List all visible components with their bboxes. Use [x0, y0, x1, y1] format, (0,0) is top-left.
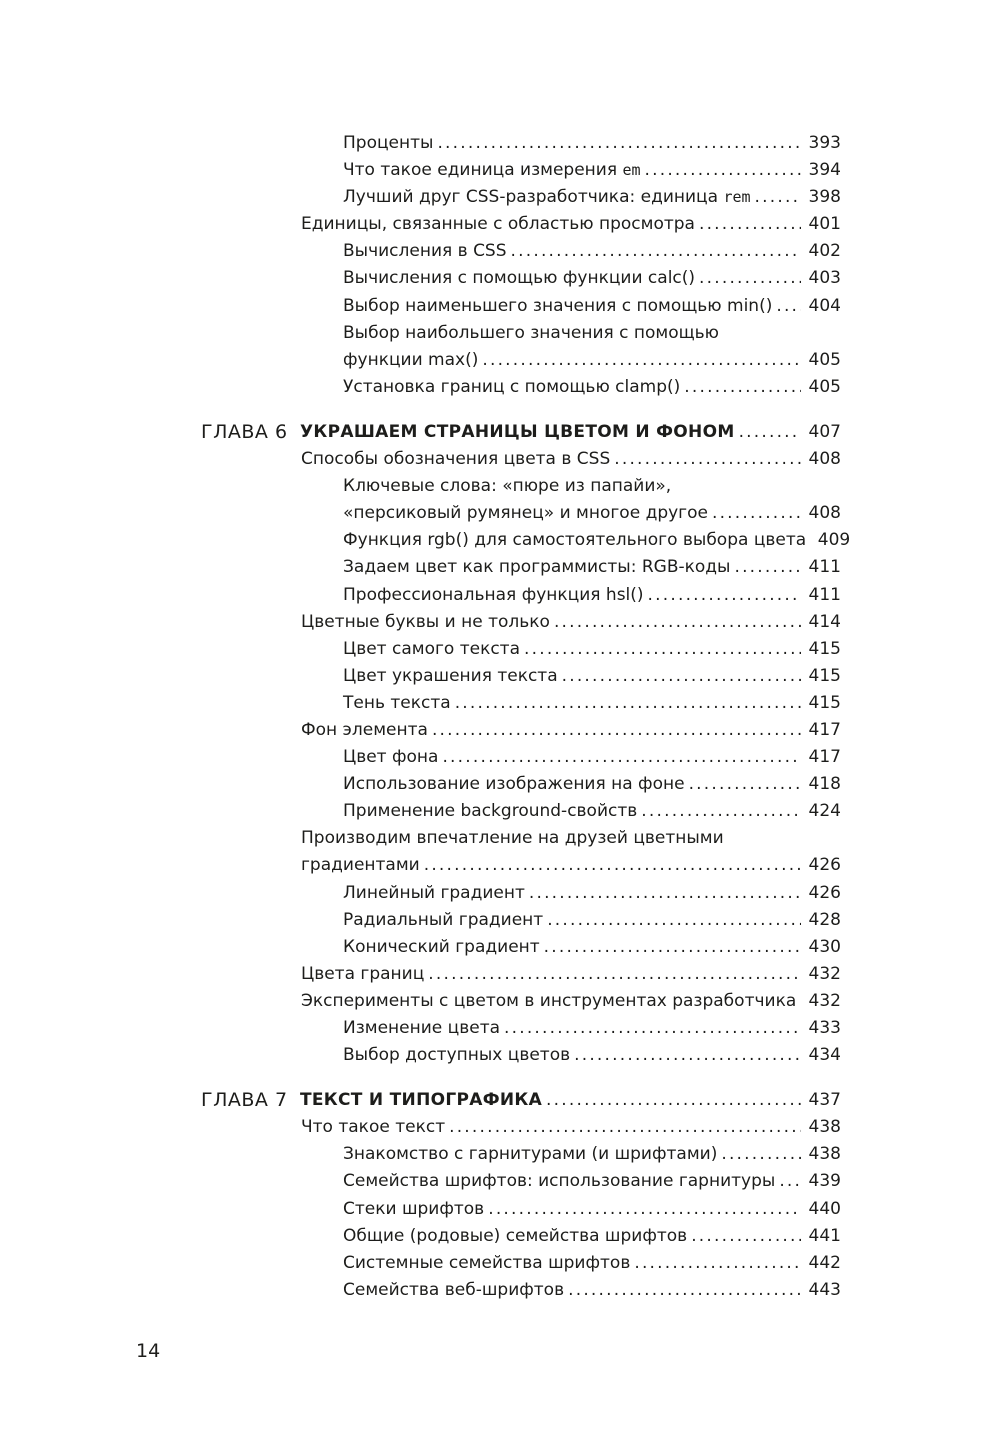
toc-entry[interactable] — [343, 771, 841, 798]
toc-row — [0, 1042, 986, 1069]
leader-dots — [554, 609, 801, 636]
leader-dots — [424, 852, 801, 879]
leader-dots — [755, 184, 801, 211]
toc-entry[interactable] — [343, 636, 841, 663]
toc-entry-page: 438 — [808, 1117, 841, 1138]
toc-row — [0, 293, 986, 320]
toc-entry-label: Что такое текст — [301, 1117, 446, 1138]
toc-entry-page: 441 — [808, 1225, 841, 1246]
chapter-number: ГЛАВА 7 — [201, 1089, 288, 1112]
toc-entry-page: 430 — [808, 936, 841, 957]
leader-dots — [574, 1042, 801, 1069]
toc-row — [0, 690, 986, 717]
toc-entry[interactable] — [301, 988, 841, 1015]
toc-row — [0, 130, 986, 157]
toc-entry-label: Проценты — [343, 133, 434, 153]
toc-row — [0, 446, 986, 473]
toc-entry-page: 417 — [808, 747, 841, 768]
toc-entry-label: Применение background-свойств — [343, 801, 638, 822]
toc-entry-page: 414 — [808, 611, 841, 632]
leader-dots — [776, 293, 801, 320]
toc-entry-label: Семейства шрифтов: использование гарнитуры — [343, 1171, 776, 1192]
toc-entry-label: Лучший друг CSS-разработчика: единица rem — [343, 187, 751, 208]
toc-row — [0, 374, 986, 401]
toc-entry-label: Системные семейства шрифтов — [343, 1252, 631, 1273]
page-number: 14 — [136, 1340, 161, 1362]
toc-entry-page: 394 — [808, 160, 841, 181]
toc-entry[interactable] — [343, 374, 841, 401]
toc-entry-page: 443 — [808, 1279, 841, 1300]
toc-entry[interactable] — [343, 744, 841, 771]
toc-entry[interactable] — [343, 934, 841, 961]
leader-dots — [779, 1168, 801, 1195]
toc-entry[interactable] — [343, 1223, 841, 1250]
chapter-title: УКРАШАЕМ СТРАНИЦЫ ЦВЕТОМ И ФОНОМ — [300, 421, 735, 442]
leader-dots — [691, 1223, 801, 1250]
toc-entry-label: Семейства веб-шрифтов — [343, 1279, 565, 1300]
toc-entry[interactable] — [343, 238, 841, 265]
toc-entry[interactable] — [301, 446, 841, 473]
leader-dots — [721, 1141, 801, 1168]
chapter-row — [0, 419, 986, 446]
toc-entry-page: 424 — [808, 801, 841, 822]
chapter-row — [0, 1087, 986, 1114]
chapter-page: 407 — [808, 421, 841, 442]
toc-entry-label: Линейный градиент — [343, 882, 525, 903]
leader-dots — [529, 880, 801, 907]
toc-entry-label: Тень текста — [343, 692, 451, 713]
toc-entry[interactable] — [343, 1042, 841, 1069]
toc-entry[interactable] — [343, 157, 841, 184]
toc-entry-label: Ключевые слова: «пюре из папайи», — [343, 476, 672, 497]
leader-dots — [504, 1015, 801, 1042]
toc-entry-label: Цвет фона — [343, 747, 439, 768]
leader-dots — [699, 211, 801, 238]
toc-entry[interactable] — [343, 473, 841, 500]
toc-entry-label: Выбор наименьшего значения с помощью min() — [343, 295, 773, 316]
toc-entry-page: 442 — [808, 1252, 841, 1273]
leader-dots — [455, 690, 801, 717]
toc-entry-page: 405 — [808, 349, 841, 370]
leader-dots — [562, 663, 801, 690]
leader-dots — [634, 1250, 801, 1277]
toc-row — [0, 771, 986, 798]
toc-entry[interactable] — [301, 211, 841, 238]
toc-entry-page: 415 — [808, 692, 841, 713]
toc-entry-label: «персиковый румянец» и многое другое — [343, 503, 708, 524]
chapter-entry[interactable] — [300, 419, 841, 446]
toc-row — [0, 1250, 986, 1277]
toc-entry[interactable] — [343, 130, 841, 157]
toc-row — [0, 554, 986, 581]
toc-entry-page: 393 — [808, 133, 841, 153]
leader-dots — [544, 934, 801, 961]
toc-entry[interactable] — [343, 500, 841, 527]
leader-dots — [437, 130, 801, 157]
toc-entry-label: Способы обозначения цвета в CSS — [301, 449, 611, 470]
toc-entry-page: 398 — [808, 187, 841, 208]
toc-row — [0, 527, 986, 554]
leader-dots — [449, 1114, 801, 1141]
toc-entry[interactable] — [343, 320, 841, 347]
toc-entry-page: 417 — [808, 719, 841, 740]
toc-entry-label: Стеки шрифтов — [343, 1198, 485, 1219]
toc-entry[interactable] — [343, 527, 851, 554]
chapter-page: 437 — [808, 1090, 841, 1111]
leader-dots — [800, 988, 801, 1015]
toc-row — [0, 717, 986, 744]
toc-entry[interactable] — [343, 1168, 841, 1195]
toc-row — [0, 1114, 986, 1141]
toc-entry-page: 411 — [808, 557, 841, 578]
toc-entry-label: Вычисления с помощью функции calc() — [343, 268, 696, 289]
leader-dots — [547, 907, 801, 934]
toc-entry-page: 432 — [808, 963, 841, 984]
toc-entry-label: Цвет украшения текста — [343, 665, 558, 686]
leader-dots — [568, 1277, 801, 1304]
toc-entry-page: 408 — [808, 503, 841, 524]
code-term: em — [622, 161, 641, 180]
toc-entry-label: Установка границ с помощью clamp() — [343, 376, 681, 397]
toc-row — [0, 961, 986, 988]
leader-dots — [739, 419, 801, 446]
toc-entry[interactable] — [301, 825, 841, 852]
toc-entry-page: 432 — [808, 990, 841, 1011]
toc-entry-label: Цвет самого текста — [343, 638, 521, 659]
toc-entry[interactable] — [343, 265, 841, 292]
toc-entry-label: Использование изображения на фоне — [343, 774, 685, 795]
chapter-entry[interactable] — [300, 1087, 841, 1114]
toc-entry[interactable] — [301, 961, 841, 988]
toc-entry-label: Профессиональная функция hsl() — [343, 584, 644, 605]
leader-dots — [511, 238, 801, 265]
toc-row — [0, 744, 986, 771]
toc-entry[interactable] — [301, 1114, 841, 1141]
toc-row — [0, 1015, 986, 1042]
toc-entry[interactable] — [343, 663, 841, 690]
leader-dots — [648, 582, 801, 609]
toc-entry-label: функции max() — [343, 349, 479, 370]
leader-dots — [641, 798, 801, 825]
toc-entry[interactable] — [343, 798, 841, 825]
leader-dots — [442, 744, 801, 771]
toc-entry-page: 403 — [808, 268, 841, 289]
leader-dots — [614, 446, 801, 473]
toc-entry-page: 434 — [808, 1045, 841, 1066]
toc-row — [0, 907, 986, 934]
toc-entry-page: 438 — [808, 1144, 841, 1165]
toc-entry-page: 426 — [808, 882, 841, 903]
toc-entry-label: Эксперименты с цветом в инструментах разработчика — [301, 990, 797, 1011]
chapter7-entries — [0, 1114, 986, 1304]
toc-entry-label: Задаем цвет как программисты: RGB-коды — [343, 557, 731, 578]
toc-row — [0, 157, 986, 184]
toc-entry-page: 418 — [808, 774, 841, 795]
toc-entry-label: Единицы, связанные с областью просмотра — [301, 214, 695, 235]
toc-entry[interactable] — [343, 582, 841, 609]
toc-row — [0, 265, 986, 292]
toc-row — [0, 663, 986, 690]
leader-dots — [546, 1087, 801, 1114]
toc-entry[interactable] — [343, 1250, 841, 1277]
toc-row — [0, 934, 986, 961]
toc-entry-page: 401 — [808, 214, 841, 235]
toc-entry[interactable] — [343, 1141, 841, 1168]
toc-entry-page: 415 — [808, 638, 841, 659]
toc-entry-page: 426 — [808, 855, 841, 876]
toc-row — [0, 211, 986, 238]
toc-row — [0, 609, 986, 636]
toc-entry-page: 415 — [808, 665, 841, 686]
toc-entry[interactable] — [343, 1015, 841, 1042]
leader-dots — [712, 500, 801, 527]
toc-row — [0, 1141, 986, 1168]
toc-entry-label: Производим впечатление на друзей цветными — [301, 828, 724, 849]
toc-entry-label: Конический градиент — [343, 936, 540, 957]
toc-row — [0, 825, 986, 852]
toc-row — [0, 988, 986, 1015]
toc-entry-label: Цвета границ — [301, 963, 425, 984]
toc-row — [0, 798, 986, 825]
toc-entry-page: 408 — [808, 449, 841, 470]
toc-row — [0, 1168, 986, 1195]
toc-row — [0, 1223, 986, 1250]
toc-entry-page: 440 — [808, 1198, 841, 1219]
chapter6-entries — [0, 446, 986, 1069]
toc-row — [0, 184, 986, 211]
toc-entry-label: Что такое единица измерения em — [343, 160, 641, 181]
chapter-title: ТЕКСТ И ТИПОГРАФИКА — [300, 1090, 543, 1111]
toc-row — [0, 1196, 986, 1223]
toc-entry[interactable] — [301, 609, 841, 636]
toc-row — [0, 636, 986, 663]
toc-entry-label: Общие (родовые) семейства шрифтов — [343, 1225, 688, 1246]
toc-entry[interactable] — [343, 554, 841, 581]
toc-entry-label: Вычисления в CSS — [343, 241, 507, 262]
toc-entry-page: 402 — [808, 241, 841, 262]
toc-entry-label: Выбор наибольшего значения с помощью — [343, 322, 719, 343]
toc-entry[interactable] — [343, 880, 841, 907]
toc-entry-label: Выбор доступных цветов — [343, 1045, 571, 1066]
toc-row — [0, 880, 986, 907]
toc-entry-page: 404 — [808, 295, 841, 316]
toc-entry-page: 405 — [808, 376, 841, 397]
toc-row — [0, 238, 986, 265]
toc-entry[interactable] — [343, 690, 841, 717]
toc-entry-label: Функция rgb() для самостоятельного выбора цвета — [343, 530, 807, 551]
toc-entry-page: 433 — [808, 1018, 841, 1038]
toc-entry-label: Цветные буквы и не только — [301, 611, 550, 632]
table-of-contents — [0, 130, 986, 1304]
leader-dots — [689, 771, 801, 798]
toc-row — [0, 347, 986, 374]
toc-entry-label: Радиальный градиент — [343, 909, 544, 930]
toc-entry[interactable] — [343, 184, 841, 211]
toc-entry-label: Знакомство с гарнитурами (и шрифтами) — [343, 1144, 718, 1165]
leader-dots — [524, 636, 801, 663]
leader-dots — [645, 157, 801, 184]
leader-dots — [699, 265, 801, 292]
chapter-number: ГЛАВА 6 — [201, 420, 288, 443]
toc-entry[interactable] — [301, 852, 841, 879]
toc-entry[interactable] — [343, 347, 841, 374]
toc-entry[interactable] — [343, 1196, 841, 1223]
toc-entry-page: 411 — [808, 584, 841, 605]
toc-row — [0, 500, 986, 527]
toc-entry-page: 439 — [808, 1171, 841, 1192]
toc-entry[interactable] — [301, 717, 841, 744]
toc-row — [0, 1277, 986, 1304]
leader-dots — [734, 554, 801, 581]
leader-dots — [432, 717, 801, 744]
toc-row — [0, 320, 986, 347]
toc-entry-label: Изменение цвета — [343, 1018, 501, 1038]
toc-entry[interactable] — [343, 907, 841, 934]
leader-dots — [488, 1196, 801, 1223]
leader-dots — [684, 374, 801, 401]
toc-row — [0, 473, 986, 500]
code-term: rem — [723, 188, 751, 207]
leader-dots — [482, 347, 801, 374]
toc-entry-page: 428 — [808, 909, 841, 930]
toc-row — [0, 582, 986, 609]
toc-row — [0, 852, 986, 879]
toc-entry[interactable] — [343, 1277, 841, 1304]
toc-entry-label: Фон элемента — [301, 719, 428, 740]
toc-entry-page: 409 — [817, 530, 851, 551]
toc-entry[interactable] — [343, 293, 841, 320]
toc-entry-label: градиентами — [301, 855, 420, 876]
leader-dots — [428, 961, 801, 988]
